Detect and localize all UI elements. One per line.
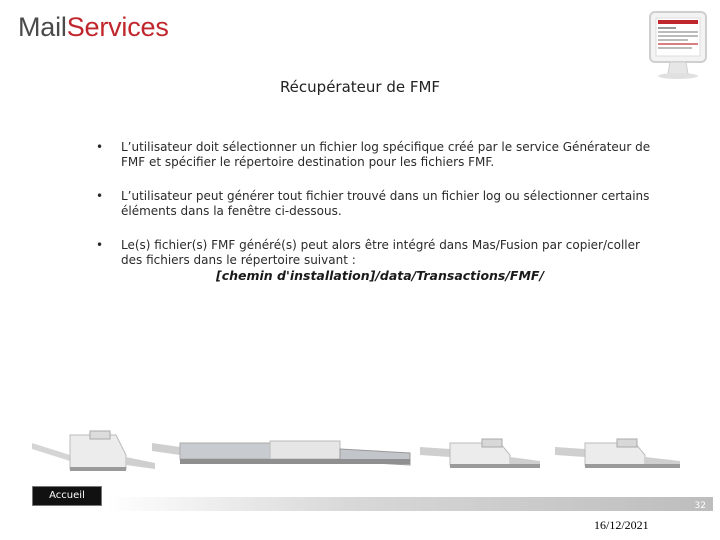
footer-date: 16/12/2021	[594, 518, 649, 532]
mailing-machine-4	[555, 439, 680, 468]
bullet-item	[96, 189, 656, 219]
bullet-text: L’utilisateur doit sélectionner un fichier log spécifique créé par le service Générateur de FMF et spécifier le répertoire destination pour les fichiers FMF.	[121, 140, 651, 169]
slide-title: Récupérateur de FMF	[279, 78, 441, 96]
bullet-list	[96, 140, 656, 287]
bullet-symbol: •	[96, 189, 104, 203]
mailing-machines-image	[30, 425, 710, 485]
mailing-machine-1	[32, 431, 155, 471]
bullet-item	[96, 238, 656, 268]
bullet-text: L’utilisateur peut générer tout fichier trouvé dans un fichier log ou sélectionner certains éléments dans la fenêtre ci-dessous.	[121, 189, 650, 218]
bullet-symbol: •	[96, 140, 104, 154]
mailing-machine-2	[152, 441, 410, 465]
install-path: [chemin d'installation]/data/Transactions/FMF/	[215, 268, 545, 283]
logo-mail-text: Mail	[18, 12, 67, 42]
home-button[interactable]: Accueil	[32, 486, 102, 506]
bullet-item	[96, 140, 656, 170]
mailing-machine-3	[420, 439, 540, 468]
bullet-symbol: •	[96, 238, 104, 252]
logo-services-text: Services	[66, 12, 169, 42]
page-number: 32	[694, 501, 706, 511]
mailservices-logo	[18, 12, 169, 42]
computer-monitor-icon	[644, 8, 712, 82]
bullet-text: Le(s) fichier(s) FMF généré(s) peut alors être intégré dans Mas/Fusion par copier/coller des fichiers dans le répertoire suivant :	[121, 238, 640, 267]
footer-bar	[105, 497, 713, 511]
